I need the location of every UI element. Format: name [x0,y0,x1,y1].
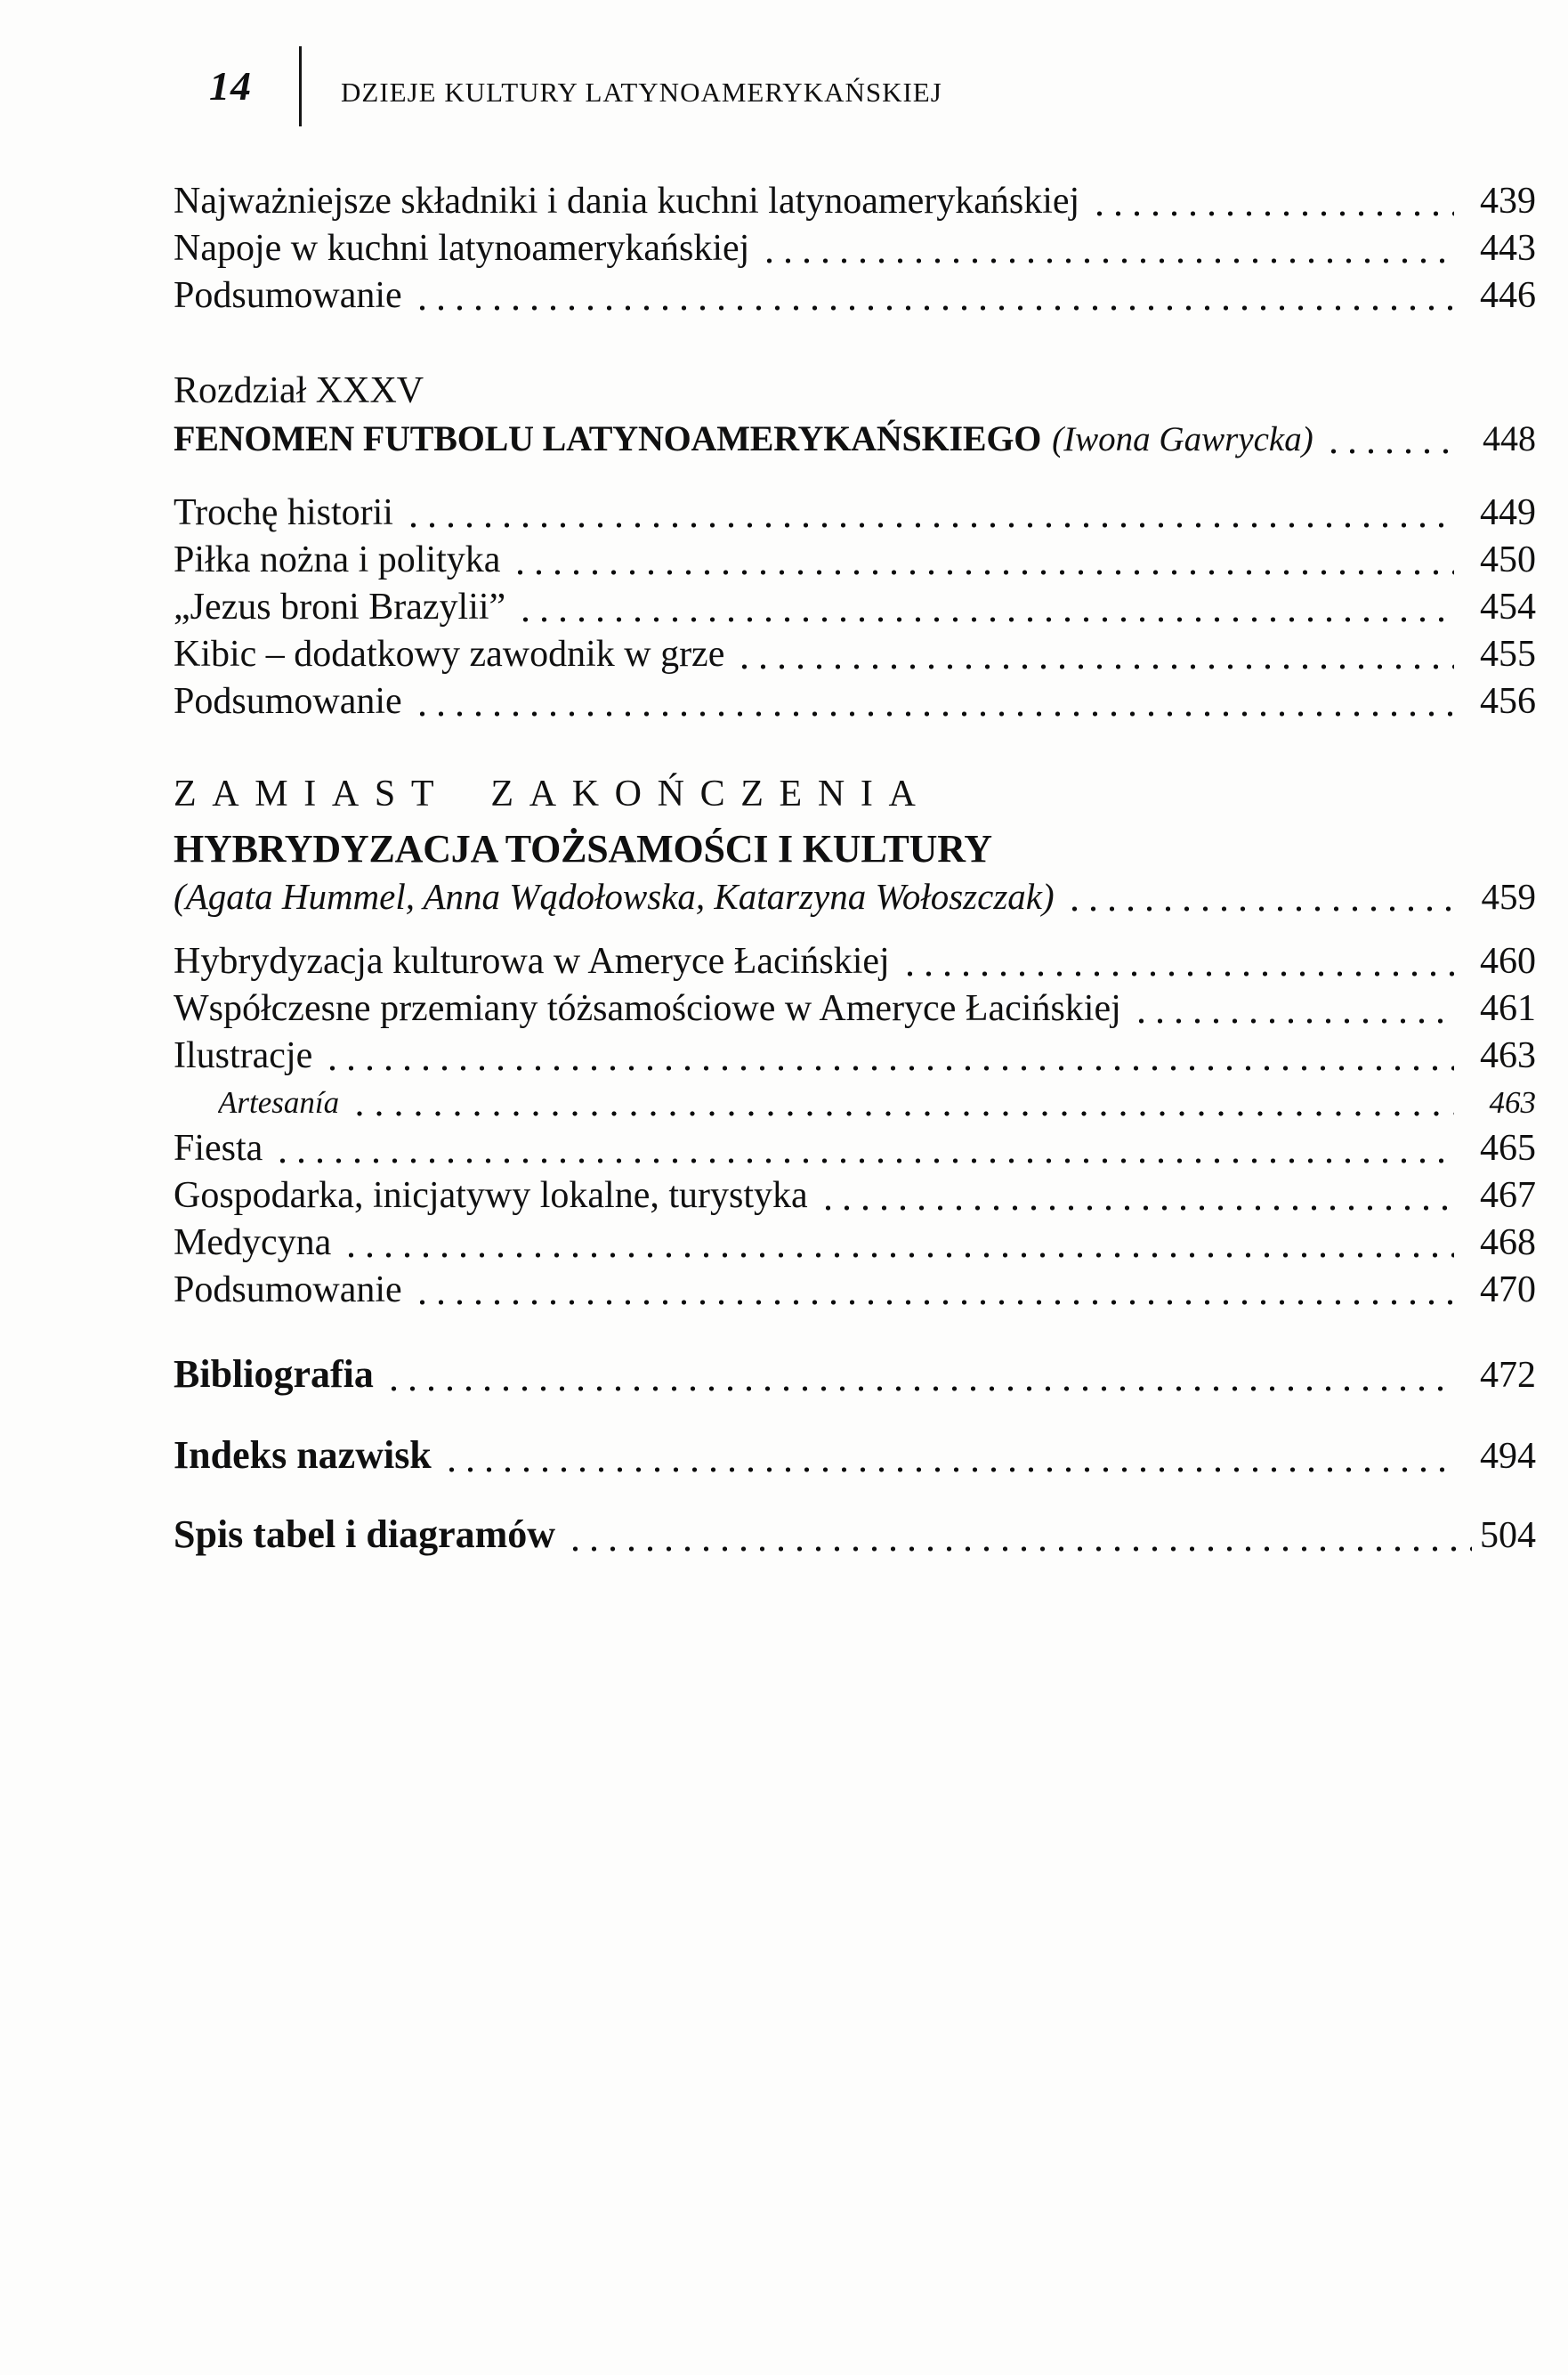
closing-kicker: ZAMIAST ZAKOŃCZENIA [174,774,932,815]
toc-entry-page: 494 [1480,1436,1536,1477]
chapter-heading-xxxv [174,368,1536,463]
chapter-title-row [174,415,1536,463]
toc-entry-page: 454 [1480,587,1536,628]
dot-leader [901,970,1454,977]
toc-entry [174,584,1536,631]
closing-section-heading [174,770,1536,920]
toc-subentry [174,1080,1536,1125]
toc-entry-label: Ilustracje [174,1035,313,1076]
running-head-title: DZIEJE KULTURY LATYNOAMERYKAŃSKIEJ [341,77,942,108]
toc-entry [174,1267,1536,1314]
toc-block-kitchen [174,178,1536,320]
toc-entry-bibliografia [174,1350,1536,1400]
toc-entry-label: Bibliografia [174,1352,374,1396]
toc-entry [174,631,1536,678]
toc-entry-page: 470 [1480,1269,1536,1310]
toc-entry-page: 461 [1480,988,1536,1029]
toc-entry [174,1125,1536,1172]
toc-entry-page: 439 [1480,181,1536,222]
toc-entry-page: 463 [1489,1085,1536,1120]
toc-entry-page: 465 [1480,1128,1536,1169]
toc-entry-page: 472 [1480,1355,1536,1396]
closing-authors: (Agata Hummel, Anna Wądołowska, Katarzyna Wołoszczak) [174,876,1055,917]
toc-entry-page: 504 [1480,1515,1536,1556]
toc-entry-label: Współczesne przemiany tóżsamościowe w Ameryce Łacińskiej [174,988,1121,1029]
toc-entry-label: Gospodarka, inicjatywy lokalne, turystyka [174,1175,808,1216]
toc-entry-label: Fiesta [174,1128,263,1169]
toc-entry-page: 449 [1480,492,1536,533]
toc-entry-label: Podsumowanie [174,1269,402,1310]
toc-entry [174,938,1536,985]
running-head [174,46,1536,132]
dot-leader [350,1110,1454,1117]
toc-entry-label: Napoje w kuchni latynoamerykańskiej [174,228,750,269]
toc-entry-page: 468 [1480,1222,1536,1263]
toc-entry-label: Spis tabel i diagramów [174,1512,556,1556]
dot-leader [1324,448,1454,455]
toc-entry-page: 455 [1480,634,1536,675]
running-head-divider [299,46,302,126]
toc-backmatter [174,1350,1536,1560]
toc-entry-label: Kibic – dodatkowy zawodnik w grze [174,634,725,675]
dot-leader [516,616,1454,623]
dot-leader [1132,1017,1454,1025]
toc-entry-page: 446 [1480,275,1536,316]
dot-leader [404,522,1454,529]
toc-entry-page: 450 [1480,539,1536,580]
chapter-author: (Iwona Gawrycka) [1052,420,1313,458]
dot-leader [819,1204,1454,1212]
dot-leader [413,304,1454,312]
toc-entry [174,678,1536,725]
toc-entry [174,272,1536,320]
dot-leader [1090,210,1454,217]
dot-leader [735,663,1454,670]
dot-leader [413,1299,1454,1306]
toc-entry [174,225,1536,272]
toc-entry-page: 448 [1483,418,1536,458]
toc-entry-label: Artesanía [218,1085,340,1120]
toc-entry-label: Piłka nożna i polityka [174,539,501,580]
closing-title: HYBRYDYZACJA TOŻSAMOŚCI I KULTURY [174,827,992,871]
toc-entry [174,537,1536,584]
dot-leader [442,1466,1454,1473]
toc-block-futbol [174,490,1536,725]
toc-entry [174,985,1536,1033]
toc-entry-page: 459 [1481,876,1536,917]
chapter-title: FENOMEN FUTBOLU LATYNOAMERYKAŃSKIEGO [174,418,1042,458]
toc-entry-indeks [174,1431,1536,1481]
toc-entry-label: Najważniejsze składniki i dania kuchni latynoamerykańskiej [174,181,1080,222]
toc-block-hybrydyzacja [174,938,1536,1314]
toc-entry [174,1033,1536,1080]
toc-entry-label: Hybrydyzacja kulturowa w Ameryce Łacińskiej [174,941,890,982]
toc-entry-label: „Jezus broni Brazylii” [174,587,506,628]
toc-entry-page: 456 [1480,681,1536,722]
toc-entry-page: 460 [1480,941,1536,982]
toc-entry-label: Podsumowanie [174,681,402,722]
toc-entry-label: Indeks nazwisk [174,1433,432,1477]
toc-entry-label: Trochę historii [174,492,393,533]
dot-leader [342,1252,1454,1259]
closing-authors-row [174,873,1536,920]
folio-page-number: 14 [209,63,252,109]
toc-entry [174,1220,1536,1267]
chapter-number-label: Rozdział XXXV [174,370,424,411]
toc-entry-page: 467 [1480,1175,1536,1216]
toc-entry-label: Medycyna [174,1222,332,1263]
dot-leader [273,1157,1454,1164]
dot-leader [566,1545,1472,1552]
dot-leader [323,1065,1454,1072]
toc-entry [174,1172,1536,1220]
dot-leader [511,569,1454,576]
toc-entry-label: Podsumowanie [174,275,402,316]
dot-leader [413,710,1454,717]
toc-entry-page: 443 [1480,228,1536,269]
dot-leader [760,257,1454,264]
toc-entry-page: 463 [1480,1035,1536,1076]
toc-entry-spis-tabel [174,1510,1536,1560]
dot-leader [1065,905,1454,912]
toc-entry [174,490,1536,537]
dot-leader [384,1385,1454,1392]
toc-entry [174,178,1536,225]
